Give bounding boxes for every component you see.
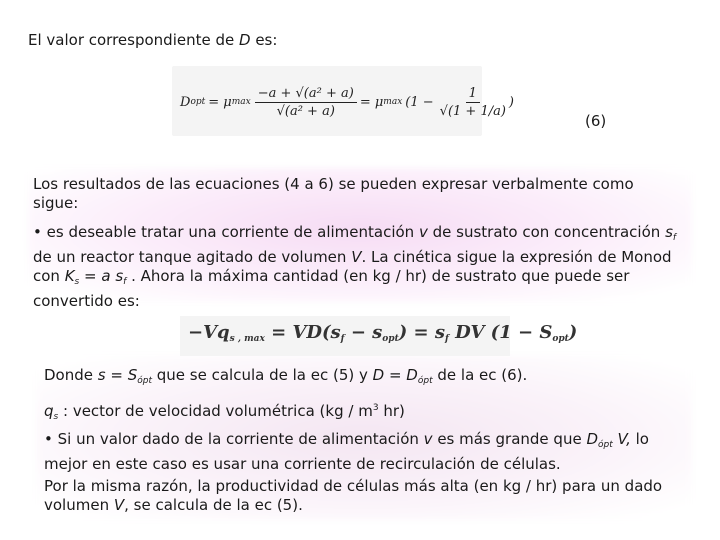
intro-text: El valor correspondiente de D es: — [28, 31, 278, 49]
equation-6: D opt = μ max $\frac{\text{−a + √(a² + a)}}{\text{√(a² + a)}}$ = μ max (1 − $\frac{1}{√(1 + 1/a)}$ ) — [180, 85, 514, 119]
productivity-paragraph: Por la misma razón, la productividad de células más alta (en kg / hr) para un dado volumen V, se calcula de la ec (5). — [44, 477, 663, 514]
where-paragraph: Donde $s = S_{ópt}$ que se calcula de la ec (5) y $D = D_{ópt}$ de la ec (6). — [44, 366, 528, 386]
recirculation-paragraph: • Si un valor dado de la corriente de alimentación v es más grande que $D_{ópt}$ V, lo mejor en este caso es usar una corriente de recirculación de células. — [44, 430, 649, 473]
qs-definition: $q_s$ : vector de velocidad volumétrica ($kg / m^3$ hr) — [44, 402, 405, 422]
equation-6-label: (6) — [585, 112, 607, 130]
results-paragraph: Los resultados de las ecuaciones (4 a 6) se pueden expresar verbalmente como sigue: — [33, 175, 634, 212]
equation-max-substrate: $-Vq_{s , max} = VD(s_f - s_{opt}) = s_f$ DV $(1 - S_{opt})$ — [188, 322, 578, 344]
feed-stream-paragraph: • es deseable tratar una corriente de alimentación v de sustrato con concentración $s_f$ de un reactor tanque agitado de volumen V. La cinética sigue la expresión de Monod con $K_s = a$ $s_f$ . Ahora la máxima cantidad (en kg / hr) de sustrato que puede ser convertido es: — [33, 223, 677, 310]
